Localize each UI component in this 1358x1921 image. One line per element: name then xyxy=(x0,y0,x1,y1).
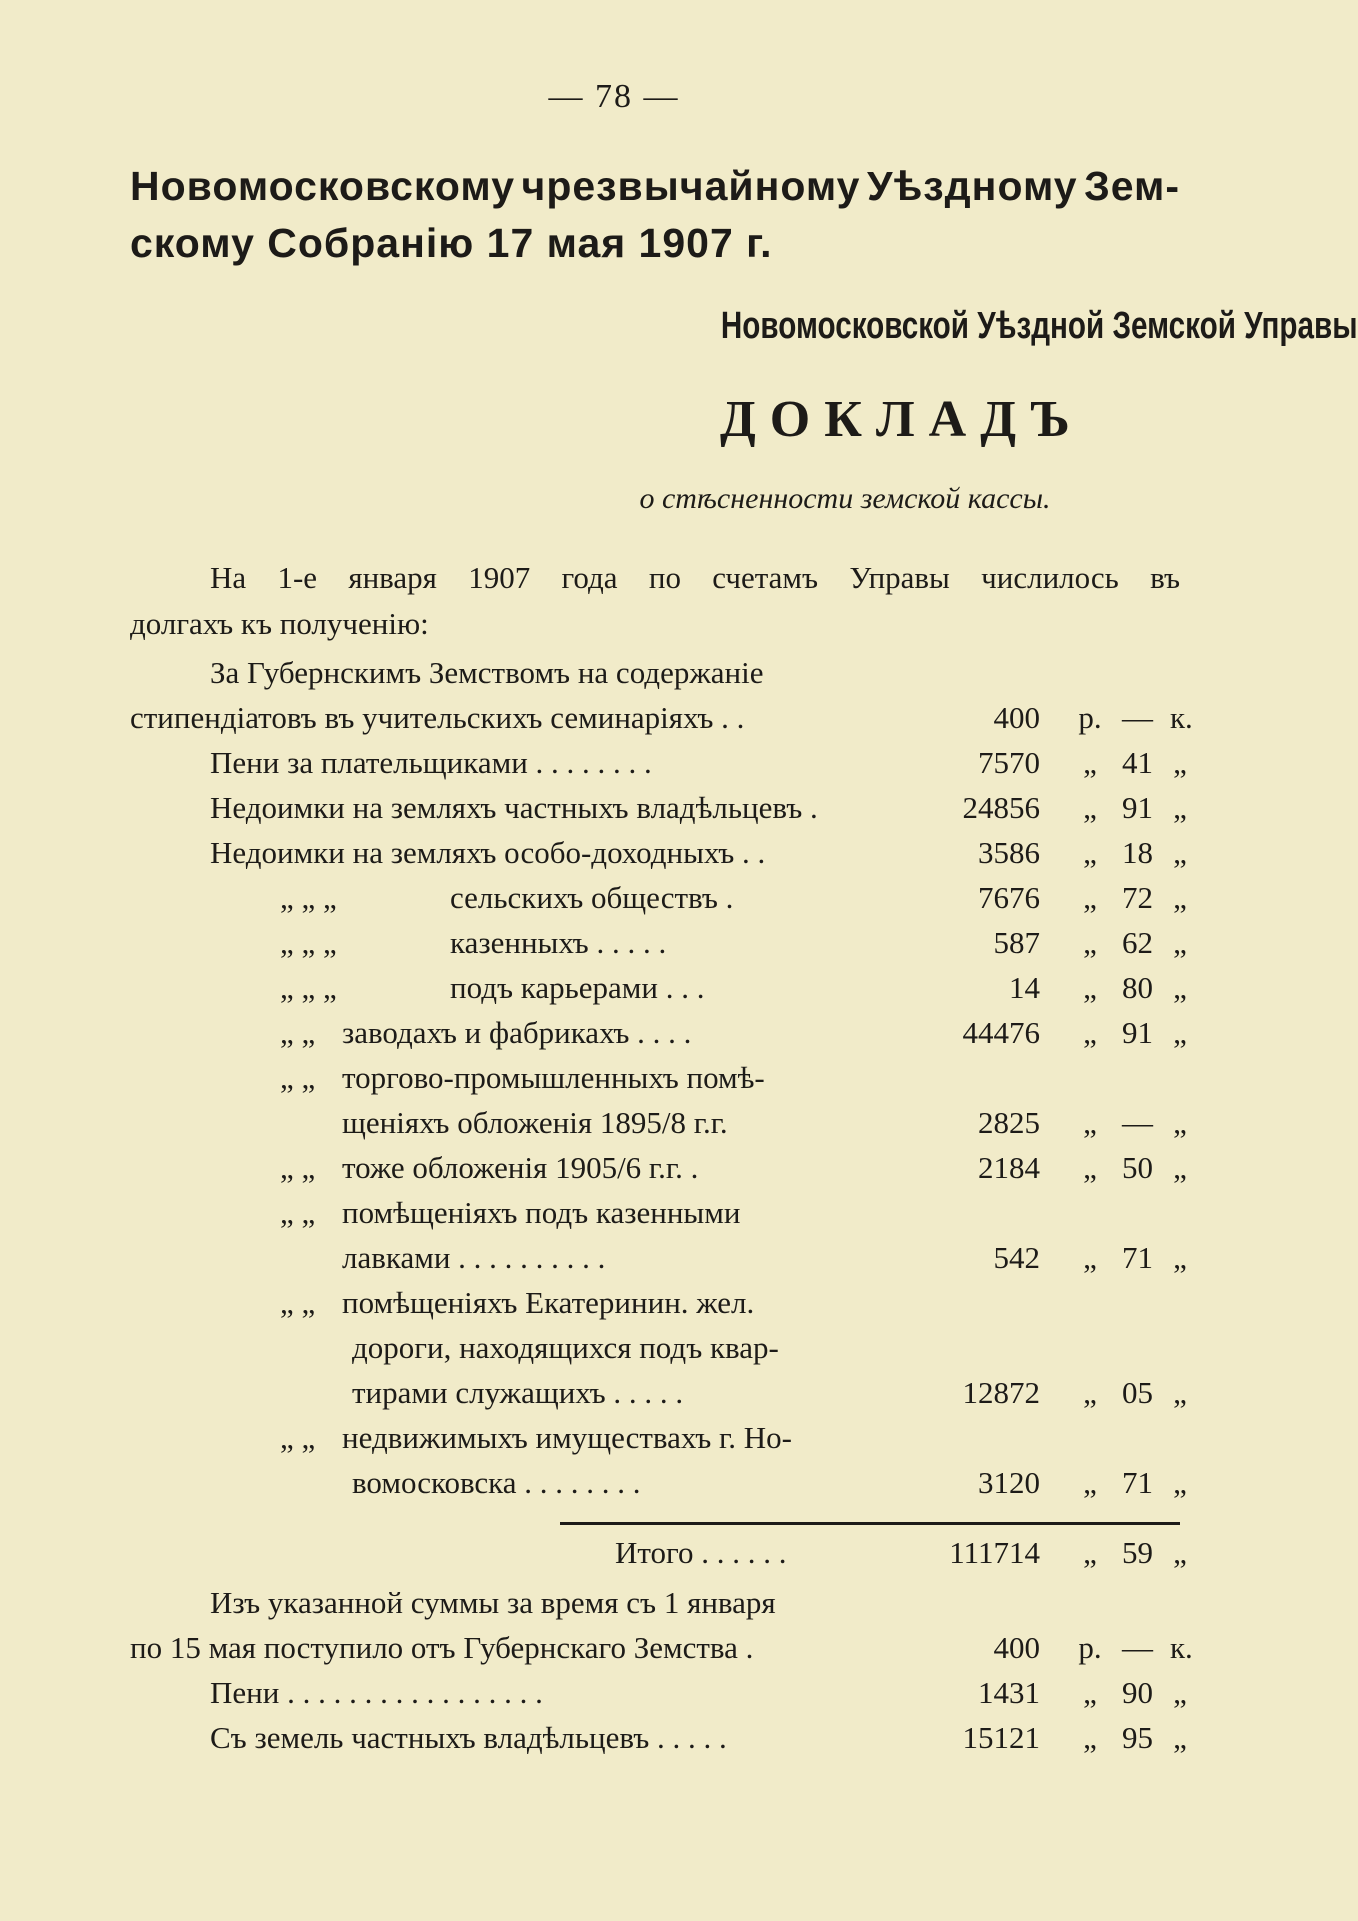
amount-rubles: 2184 xyxy=(978,1150,1040,1185)
amount-kopecks: 80 xyxy=(1122,970,1153,1005)
unit-mark: „ xyxy=(1083,1375,1097,1410)
table-row xyxy=(130,1370,1187,1415)
amount-kopecks: 62 xyxy=(1122,925,1153,960)
unit-mark-end: „ xyxy=(1173,745,1187,780)
heading-word: Новомосковскому xyxy=(130,163,516,209)
intro-word: Управы xyxy=(849,560,950,595)
row-label: торгово-промышленныхъ помѣ- xyxy=(342,1060,765,1095)
unit-mark-end: „ xyxy=(1173,1105,1187,1140)
row-label: вомосковска . . . . . . . . xyxy=(352,1465,641,1500)
amount-kopecks: 90 xyxy=(1122,1675,1153,1710)
amount-rubles: 3120 xyxy=(978,1465,1040,1500)
intro-word: числилось xyxy=(981,560,1119,595)
intro-line-2: долгахъ къ полученію: xyxy=(130,606,429,641)
amount-rubles: 542 xyxy=(993,1240,1040,1275)
amount-rubles: 1431 xyxy=(978,1675,1040,1710)
unit-mark-end: „ xyxy=(1173,1240,1187,1275)
unit-mark: р. xyxy=(1078,700,1102,735)
amount-rubles: 24856 xyxy=(962,790,1040,825)
intro-word: На xyxy=(210,560,247,595)
table-row xyxy=(130,1190,1180,1235)
total-row-container xyxy=(130,1530,1187,1575)
row-label: сельскихъ обществъ . xyxy=(450,880,734,915)
row-label: помѣщеніяхъ Екатеринин. жел. xyxy=(342,1285,755,1320)
amount-kopecks: 05 xyxy=(1122,1375,1153,1410)
table-row xyxy=(130,695,1193,740)
amount-kopecks: 59 xyxy=(1122,1535,1153,1570)
heading-line-2: скому Собранію 17 мая 1907 г. xyxy=(130,220,773,266)
unit-mark: р. xyxy=(1078,1630,1102,1665)
heading-word: Уѣздному xyxy=(866,163,1078,209)
row-label: Изъ указанной суммы за время съ 1 января xyxy=(210,1585,776,1620)
ditto-marks: „ „ xyxy=(280,1150,316,1185)
table-row xyxy=(130,740,1187,785)
amount-rubles: 15121 xyxy=(962,1720,1040,1755)
row-label: За Губернскимъ Земствомъ на содержаніе xyxy=(210,655,764,690)
table-row xyxy=(130,920,1187,965)
row-label: тоже обложенія 1905/6 г.г. . xyxy=(342,1150,699,1185)
ditto-marks: „ „ xyxy=(280,1420,316,1455)
unit-mark: „ xyxy=(1083,1105,1097,1140)
unit-mark-end: „ xyxy=(1173,1375,1187,1410)
intro-word: счетамъ xyxy=(712,560,819,595)
ditto-marks: „ „ „ xyxy=(280,970,337,1005)
unit-mark: „ xyxy=(1083,970,1097,1005)
total-divider xyxy=(560,1522,1180,1525)
unit-mark-end: „ xyxy=(1173,1720,1187,1755)
row-label: Недоимки на земляхъ особо-доходныхъ . . xyxy=(210,835,766,870)
unit-mark: „ xyxy=(1083,1535,1097,1570)
ditto-marks: „ „ xyxy=(280,1285,316,1320)
ditto-marks: „ „ xyxy=(280,1195,316,1230)
unit-mark-end: „ xyxy=(1173,1150,1187,1185)
unit-mark: „ xyxy=(1083,1015,1097,1050)
debts-table xyxy=(130,650,1193,1505)
amount-rubles: 14 xyxy=(1009,970,1040,1005)
receipt-row xyxy=(130,1625,1193,1670)
unit-mark: „ xyxy=(1083,1150,1097,1185)
ditto-marks: „ „ „ xyxy=(280,880,337,915)
unit-mark: „ xyxy=(1083,880,1097,915)
unit-mark: „ xyxy=(1083,1465,1097,1500)
amount-rubles: 3586 xyxy=(978,835,1040,870)
table-row xyxy=(130,1325,1180,1370)
receipt-row xyxy=(130,1715,1187,1760)
amount-rubles: 7570 xyxy=(978,745,1040,780)
unit-mark-end: „ xyxy=(1173,880,1187,915)
heading xyxy=(130,158,1180,272)
unit-mark: „ xyxy=(1083,1720,1097,1755)
intro-word: 1-е xyxy=(277,560,318,595)
amount-rubles: 44476 xyxy=(962,1015,1040,1050)
row-label: заводахъ и фабрикахъ . . . . xyxy=(342,1015,692,1050)
intro-word: 1907 xyxy=(468,560,531,595)
amount-kopecks: 91 xyxy=(1122,1015,1153,1050)
amount-kopecks: 41 xyxy=(1122,745,1153,780)
heading-word: Зем- xyxy=(1084,163,1180,209)
unit-mark: „ xyxy=(1083,925,1097,960)
unit-mark: „ xyxy=(1083,835,1097,870)
amount-rubles: 587 xyxy=(993,925,1040,960)
amount-rubles: 12872 xyxy=(962,1375,1040,1410)
issuing-authority: Новомосковской Уѣздной Земской Управы xyxy=(720,305,1358,347)
ditto-marks: „ „ „ xyxy=(280,925,337,960)
row-label: стипендіатовъ въ учительскихъ семинаріяхъ . . xyxy=(130,700,745,735)
row-label: Итого . . . . . . xyxy=(615,1535,787,1570)
amount-rubles: 400 xyxy=(993,1630,1040,1665)
unit-mark-end: „ xyxy=(1173,1015,1187,1050)
row-label: Пени за плательщиками . . . . . . . . xyxy=(210,745,652,780)
intro-word: въ xyxy=(1150,560,1180,595)
amount-kopecks: 95 xyxy=(1122,1720,1153,1755)
table-row xyxy=(130,830,1187,875)
unit-mark: „ xyxy=(1083,1675,1097,1710)
unit-mark-end: к. xyxy=(1170,1630,1193,1665)
total-row xyxy=(130,1530,1187,1575)
amount-rubles: 111714 xyxy=(949,1535,1040,1570)
ditto-marks: „ „ xyxy=(280,1015,316,1050)
amount-kopecks: 71 xyxy=(1122,1240,1153,1275)
amount-kopecks: 50 xyxy=(1122,1150,1153,1185)
intro-line-1 xyxy=(130,555,1180,601)
intro-paragraph xyxy=(130,555,1180,647)
table-row xyxy=(130,1280,1180,1325)
row-label: Недоимки на земляхъ частныхъ владѣльцевъ . xyxy=(210,790,818,825)
amount-kopecks: 91 xyxy=(1122,790,1153,825)
table-row xyxy=(130,650,1180,695)
intro-word: по xyxy=(648,560,681,595)
unit-mark-end: „ xyxy=(1173,835,1187,870)
unit-mark: „ xyxy=(1083,790,1097,825)
table-row xyxy=(130,1235,1187,1280)
table-row xyxy=(130,1010,1187,1055)
row-label: подъ карьерами . . . xyxy=(450,970,705,1005)
table-row xyxy=(130,1460,1187,1505)
heading-word: чрезвычайному xyxy=(521,163,861,209)
receipt-row xyxy=(130,1580,1180,1625)
receipts-table xyxy=(130,1580,1193,1760)
table-row xyxy=(130,1415,1180,1460)
table-row xyxy=(130,1055,1180,1100)
amount-kopecks: — xyxy=(1122,1105,1153,1140)
row-label: дороги, находящихся подъ квар- xyxy=(352,1330,779,1365)
table-row xyxy=(130,1145,1187,1190)
heading-line-1 xyxy=(130,158,1180,215)
document-title: ДОКЛАДЪ xyxy=(720,391,1084,448)
row-label: Пени . . . . . . . . . . . . . . . . . xyxy=(210,1675,543,1710)
table-row xyxy=(130,965,1187,1010)
unit-mark-end: „ xyxy=(1173,790,1187,825)
amount-kopecks: — xyxy=(1122,1630,1153,1665)
ditto-marks: „ „ xyxy=(280,1060,316,1095)
unit-mark-end: „ xyxy=(1173,1675,1187,1710)
amount-rubles: 7676 xyxy=(978,880,1040,915)
table-row xyxy=(130,1100,1187,1145)
row-label: недвижимыхъ имуществахъ г. Но- xyxy=(342,1420,792,1455)
unit-mark-end: „ xyxy=(1173,925,1187,960)
amount-kopecks: — xyxy=(1122,700,1153,735)
row-label: тирами служащихъ . . . . . xyxy=(352,1375,684,1410)
row-label: помѣщеніяхъ подъ казенными xyxy=(342,1195,741,1230)
row-label: Съ земель частныхъ владѣльцевъ . . . . . xyxy=(210,1720,727,1755)
row-label: казенныхъ . . . . . xyxy=(450,925,667,960)
page-number: — 78 — xyxy=(548,78,680,115)
amount-kopecks: 72 xyxy=(1122,880,1153,915)
document-subtitle: о стѣсненности земской кассы. xyxy=(639,482,1051,515)
unit-mark-end: „ xyxy=(1173,1465,1187,1500)
amount-rubles: 400 xyxy=(993,700,1040,735)
amount-kopecks: 18 xyxy=(1122,835,1153,870)
table-row xyxy=(130,785,1187,830)
unit-mark: „ xyxy=(1083,1240,1097,1275)
table-row xyxy=(130,875,1187,920)
receipt-row xyxy=(130,1670,1187,1715)
row-label: по 15 мая поступило отъ Губернскаго Земства . xyxy=(130,1630,754,1665)
row-label: щеніяхъ обложенія 1895/8 г.г. xyxy=(342,1105,728,1140)
unit-mark-end: „ xyxy=(1173,1535,1187,1570)
unit-mark-end: „ xyxy=(1173,970,1187,1005)
intro-word: года xyxy=(561,560,618,595)
intro-word: января xyxy=(348,560,437,595)
unit-mark: „ xyxy=(1083,745,1097,780)
unit-mark-end: к. xyxy=(1170,700,1193,735)
amount-kopecks: 71 xyxy=(1122,1465,1153,1500)
amount-rubles: 2825 xyxy=(978,1105,1040,1140)
row-label: лавками . . . . . . . . . . xyxy=(342,1240,606,1275)
